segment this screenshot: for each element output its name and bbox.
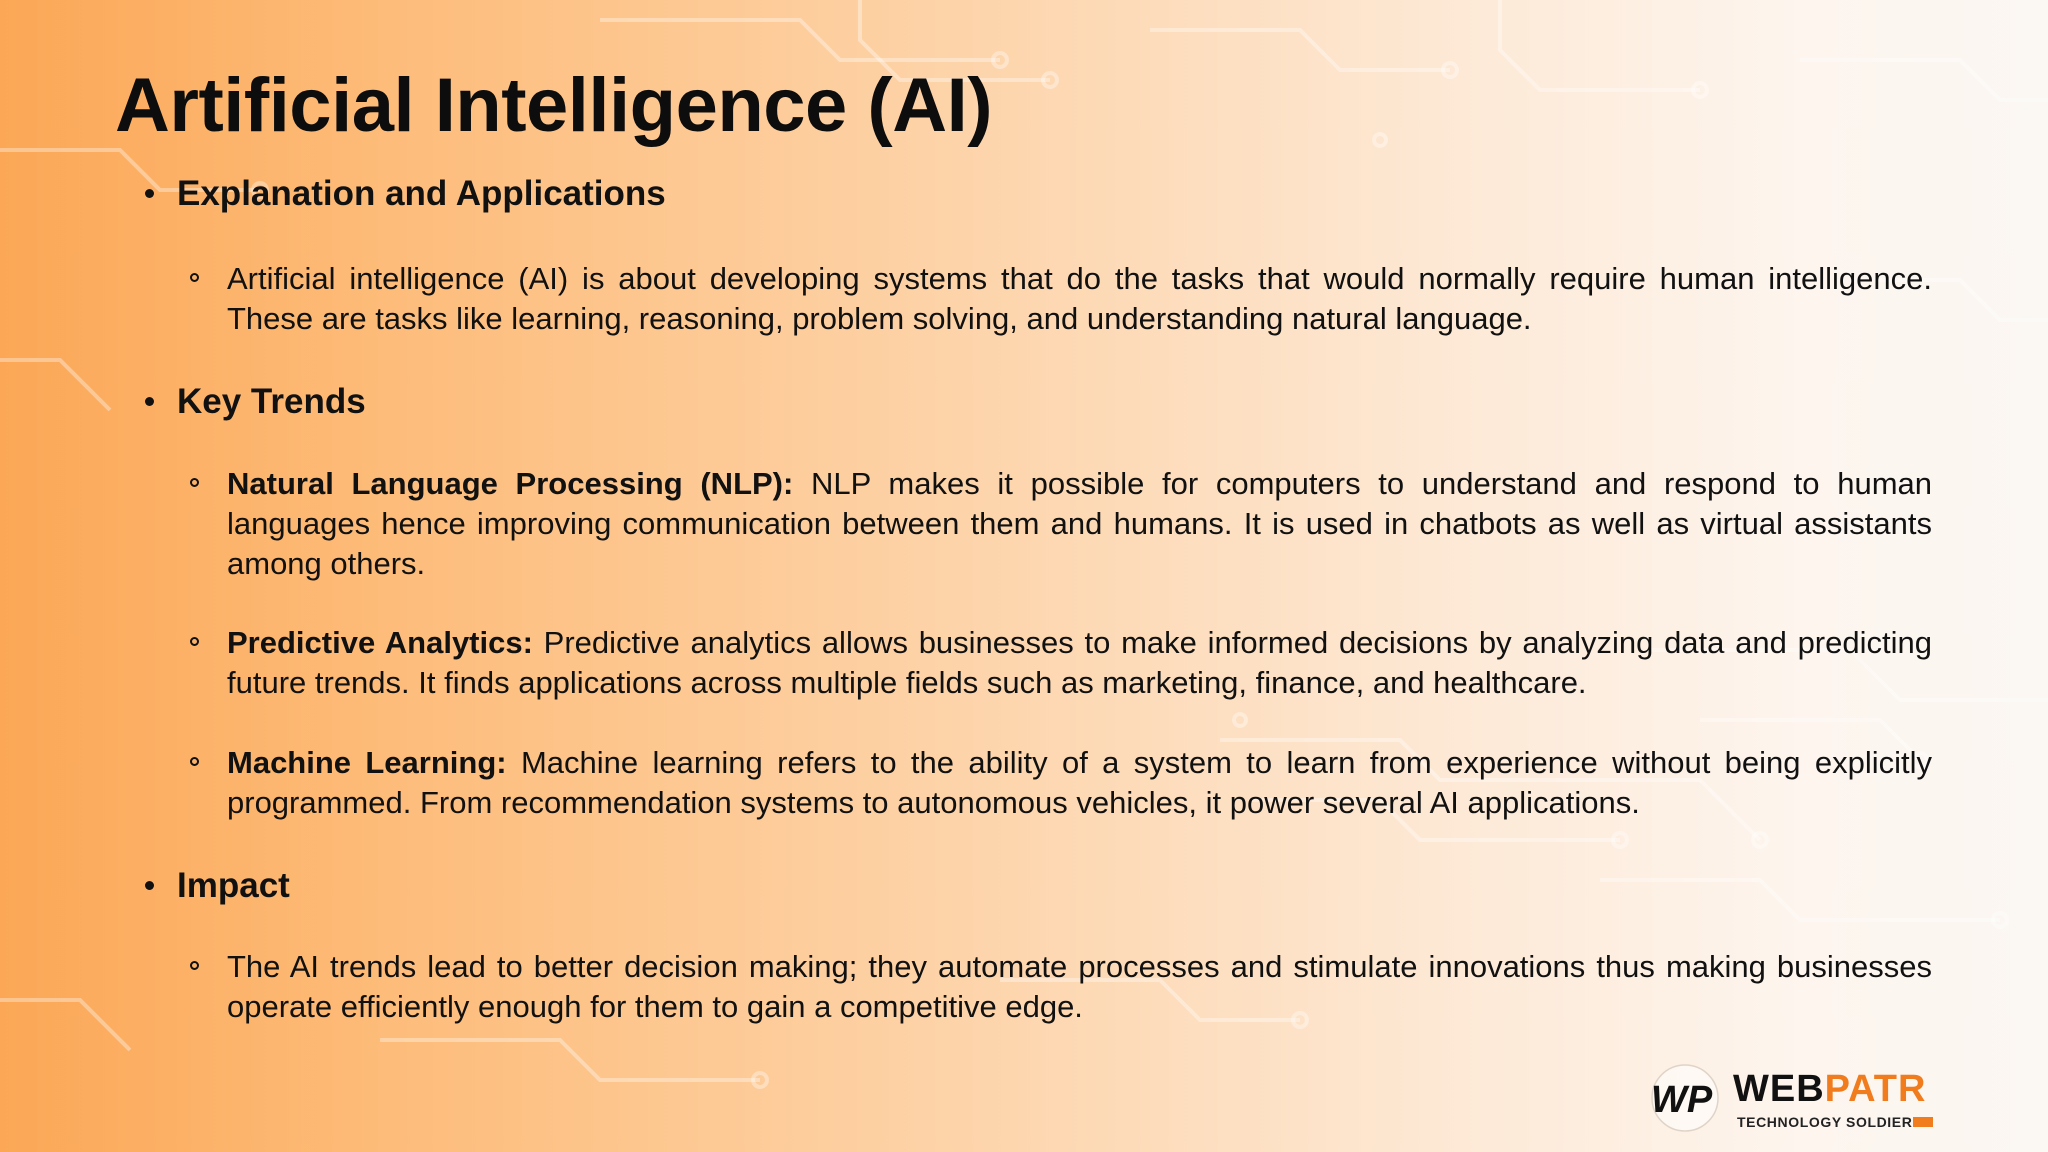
sub-bullet-icon: [190, 637, 199, 646]
bullet-icon: [145, 881, 154, 890]
item-label: Machine Learning:: [227, 745, 507, 780]
logo-tagline: TECHNOLOGY SOLDIER: [1737, 1114, 1913, 1130]
list-item: [190, 259, 1932, 339]
item-text: Machine Learning: Machine learning refers to the ability of a system to learn from experience without being explicitly programmed. From recommendation systems to autonomous vehicles, it power several AI applications.: [227, 745, 1932, 820]
section-heading: Impact: [177, 866, 290, 905]
bullet-icon: [145, 189, 154, 198]
bullet-icon: [145, 397, 154, 406]
sub-bullet-icon: [190, 273, 199, 282]
list-item-machine-learning: [190, 743, 1932, 823]
sub-bullet-icon: [190, 757, 199, 766]
logo-wordmark: WEBPATR: [1733, 1068, 1927, 1110]
logo-accent-bar: [1913, 1117, 1933, 1127]
section-heading: Explanation and Applications: [177, 174, 666, 213]
item-label: Natural Language Processing (NLP):: [227, 466, 794, 501]
list-item-nlp: [190, 464, 1932, 584]
item-label: Predictive Analytics:: [227, 625, 533, 660]
item-text: Predictive Analytics: Predictive analytics allows businesses to make informed decisions by analyzing data and predicting future trends. It finds applications across multiple fields such as marketing, finance, and healthcare.: [227, 625, 1932, 700]
list-item: [190, 947, 1932, 1027]
sub-bullet-icon: [190, 478, 199, 487]
slide-title: Artificial Intelligence (AI): [115, 63, 993, 148]
item-text: Artificial intelligence (AI) is about developing systems that do the tasks that would normally require human intelligence. These are tasks like learning, reasoning, problem solving, and understanding natural language.: [227, 261, 1932, 336]
wp-logo-icon: [1645, 1062, 1727, 1134]
list-item-predictive-analytics: [190, 623, 1932, 703]
item-text: The AI trends lead to better decision making; they automate processes and stimulate innovations thus making businesses operate efficiently enough for them to gain a competitive edge.: [227, 949, 1932, 1024]
sub-bullet-icon: [190, 961, 199, 970]
webpatr-logo: [1645, 1060, 1945, 1138]
item-text: Natural Language Processing (NLP): NLP makes it possible for computers to understand and respond to human languages hence improving communication between them and humans. It is used in chatbots as well as virtual assistants among others.: [227, 466, 1932, 581]
section-heading: Key Trends: [177, 382, 366, 421]
svg-text:WP: WP: [1651, 1079, 1713, 1121]
